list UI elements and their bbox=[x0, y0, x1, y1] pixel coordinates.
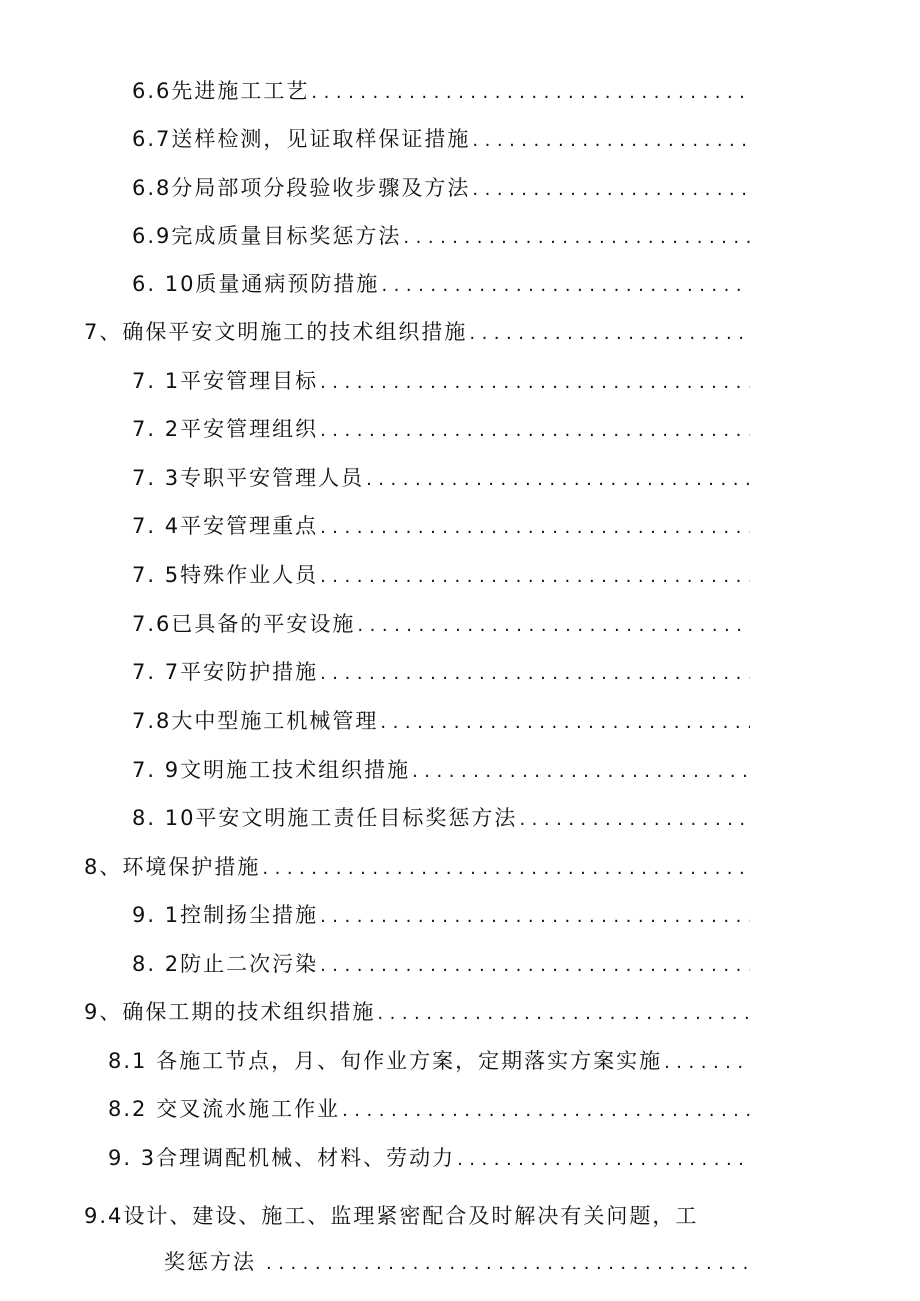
dot-leader bbox=[320, 902, 750, 932]
dot-leader bbox=[320, 416, 750, 446]
dot-leader bbox=[266, 1249, 750, 1279]
toc-entry[interactable] bbox=[132, 511, 750, 543]
toc-entry-label: 8.2 交叉流水施工作业 bbox=[108, 1097, 341, 1121]
toc-entry-label: 8. 10平安文明施工责任目标奖惩方法 bbox=[132, 806, 518, 830]
toc-entry[interactable] bbox=[132, 657, 750, 689]
toc-entry-label: 7. 5特殊作业人员 bbox=[132, 563, 319, 587]
dot-leader bbox=[472, 175, 750, 205]
dot-leader bbox=[342, 1096, 750, 1126]
toc-entry-label: 6.7送样检测，见证取样保证措施 bbox=[132, 127, 471, 151]
toc-chapter-label: 7、确保平安文明施工的技术组织措施 bbox=[84, 320, 468, 344]
dot-leader bbox=[311, 78, 750, 108]
toc-chapter[interactable] bbox=[84, 852, 750, 884]
dot-leader bbox=[472, 126, 750, 156]
toc-entry-label: 6.6先进施工工艺 bbox=[132, 79, 310, 103]
toc-entry-label: 7. 3专职平安管理人员 bbox=[132, 466, 365, 490]
toc-chapter-label: 8、环境保护措施 bbox=[84, 855, 261, 879]
toc-chapter[interactable] bbox=[84, 317, 750, 349]
toc-entry[interactable] bbox=[132, 755, 750, 787]
dot-leader bbox=[469, 319, 750, 349]
dot-leader bbox=[457, 1145, 750, 1175]
toc-entry-wrapped-second-line[interactable] bbox=[164, 1247, 750, 1279]
toc-entry-label: 8. 2防止二次污染 bbox=[132, 952, 319, 976]
dot-leader bbox=[320, 368, 750, 398]
dot-leader bbox=[381, 271, 750, 301]
toc-entry[interactable] bbox=[132, 463, 750, 495]
dot-leader bbox=[664, 1048, 750, 1078]
toc-entry[interactable] bbox=[108, 1046, 750, 1078]
toc-entry-label: 9. 1控制扬尘措施 bbox=[132, 903, 319, 927]
dot-leader bbox=[519, 805, 750, 835]
toc-entry[interactable] bbox=[132, 221, 750, 253]
toc-chapter-label: 9、确保工期的技术组织措施 bbox=[84, 1000, 376, 1024]
toc-entry[interactable] bbox=[132, 124, 750, 156]
toc-entry[interactable] bbox=[132, 803, 750, 835]
dot-leader bbox=[320, 513, 750, 543]
toc-entry[interactable] bbox=[108, 1143, 750, 1175]
toc-entry[interactable] bbox=[132, 269, 750, 301]
toc-entry-label: 7.8大中型施工机械管理 bbox=[132, 709, 379, 733]
toc-entry-label: 7. 1平安管理目标 bbox=[132, 369, 319, 393]
toc-entry-label: 7. 2平安管理组织 bbox=[132, 417, 319, 441]
dot-leader bbox=[320, 659, 750, 689]
toc-entry-label: 7.6已具备的平安设施 bbox=[132, 612, 356, 636]
dot-leader bbox=[320, 951, 750, 981]
toc-entry-wrapped-first-line[interactable]: 9.4设计、建设、施工、监理紧密配合及时解决有关问题，工 bbox=[84, 1204, 699, 1228]
toc-entry[interactable] bbox=[132, 366, 750, 398]
dot-leader bbox=[320, 562, 750, 592]
toc-entry[interactable] bbox=[108, 1094, 750, 1126]
dot-leader bbox=[357, 611, 750, 641]
dot-leader bbox=[380, 708, 750, 738]
toc-entry-label: 7. 7平安防护措施 bbox=[132, 660, 319, 684]
toc-chapter[interactable] bbox=[84, 997, 750, 1029]
dot-leader bbox=[377, 999, 750, 1029]
toc-entry-label: 7. 4平安管理重点 bbox=[132, 514, 319, 538]
toc-entry[interactable] bbox=[132, 900, 750, 932]
toc-entry[interactable] bbox=[132, 173, 750, 205]
toc-entry-label: 8.1 各施工节点，月、旬作业方案，定期落实方案实施 bbox=[108, 1049, 663, 1073]
dot-leader bbox=[366, 465, 750, 495]
toc-entry-label: 6. 10质量通病预防措施 bbox=[132, 272, 380, 296]
toc-entry-label: 9. 3合理调配机械、材料、劳动力 bbox=[108, 1146, 456, 1170]
toc-entry[interactable] bbox=[132, 949, 750, 981]
toc-entry[interactable] bbox=[132, 706, 750, 738]
toc-entry[interactable] bbox=[132, 560, 750, 592]
toc-entry-label: 6.9完成质量目标奖惩方法 bbox=[132, 224, 402, 248]
toc-entry-label: 奖惩方法 bbox=[164, 1250, 256, 1274]
toc-entry-label: 6.8分局部项分段验收步骤及方法 bbox=[132, 176, 471, 200]
dot-leader bbox=[262, 854, 750, 884]
toc-entry[interactable] bbox=[132, 609, 750, 641]
dot-leader bbox=[403, 223, 750, 253]
dot-leader bbox=[412, 757, 750, 787]
toc-entry[interactable] bbox=[132, 76, 750, 108]
toc-entry[interactable] bbox=[132, 414, 750, 446]
toc-entry-label: 7. 9文明施工技术组织措施 bbox=[132, 758, 411, 782]
